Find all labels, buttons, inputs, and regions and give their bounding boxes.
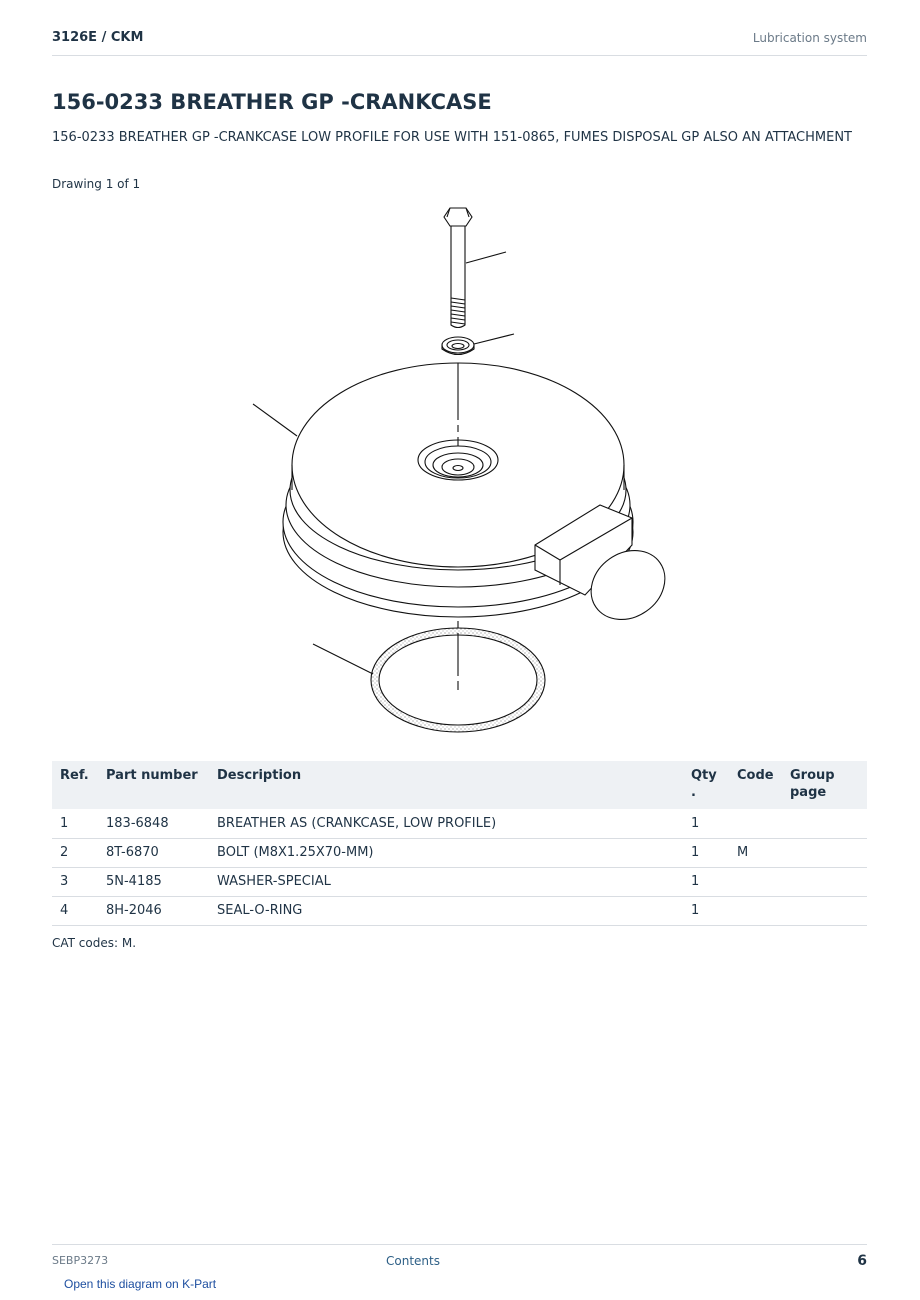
contents-link[interactable]: Contents (386, 1254, 440, 1268)
col-header-ref: Ref. (52, 761, 98, 809)
cell-ref: 2 (52, 838, 98, 867)
cell-qty: 1 (683, 867, 729, 896)
cell-qty: 1 (683, 896, 729, 925)
washer-icon (442, 337, 474, 355)
cell-ref: 3 (52, 867, 98, 896)
parts-table (52, 761, 867, 926)
cell-ref: 1 (52, 809, 98, 838)
col-header-group-page: Group page (782, 761, 867, 809)
cat-codes-note: CAT codes: M. (52, 936, 137, 950)
bolt-icon (444, 208, 472, 328)
page-footer (52, 1244, 867, 1274)
page-title: 156-0233 BREATHER GP -CRANKCASE (52, 90, 492, 114)
table-row (52, 838, 867, 867)
cell-group-page (782, 809, 867, 838)
cell-code (729, 809, 782, 838)
cell-description: BREATHER AS (CRANKCASE, LOW PROFILE) (209, 809, 683, 838)
cell-qty: 1 (683, 809, 729, 838)
cell-part-number: 8T-6870 (98, 838, 209, 867)
cell-code: M (729, 838, 782, 867)
section-label: Lubrication system (752, 31, 867, 45)
page-number: 6 (857, 1253, 867, 1269)
cell-group-page (782, 896, 867, 925)
col-header-code: Code (729, 761, 782, 809)
cell-group-page (782, 838, 867, 867)
cell-description: BOLT (M8X1.25X70-MM) (209, 838, 683, 867)
cell-qty: 1 (683, 838, 729, 867)
drawing-label: Drawing 1 of 1 (52, 177, 141, 191)
page-header (52, 28, 867, 56)
breather-housing-icon (283, 363, 678, 634)
table-header-row (52, 761, 867, 809)
cell-code (729, 896, 782, 925)
parts-diagram (240, 200, 680, 740)
col-header-qty: Qty . (683, 761, 729, 809)
cell-description: SEAL-O-RING (209, 896, 683, 925)
cell-part-number: 5N-4185 (98, 867, 209, 896)
cell-part-number: 8H-2046 (98, 896, 209, 925)
cell-ref: 4 (52, 896, 98, 925)
model-label: 3126E / CKM (52, 30, 144, 45)
cell-group-page (782, 867, 867, 896)
col-header-part-number: Part number (98, 761, 209, 809)
cell-code (729, 867, 782, 896)
cell-part-number: 183-6848 (98, 809, 209, 838)
table-row (52, 896, 867, 925)
open-k-part-link[interactable]: Open this diagram on K-Part (64, 1277, 217, 1291)
cell-description: WASHER-SPECIAL (209, 867, 683, 896)
document-code: SEBP3273 (52, 1254, 109, 1267)
col-header-description: Description (209, 761, 683, 809)
table-row (52, 809, 867, 838)
table-row (52, 867, 867, 896)
page-description: 156-0233 BREATHER GP -CRANKCASE LOW PROFILE FOR USE WITH 151-0865, FUMES DISPOSAL GP ALSO AN ATTACHMENT (52, 130, 852, 145)
